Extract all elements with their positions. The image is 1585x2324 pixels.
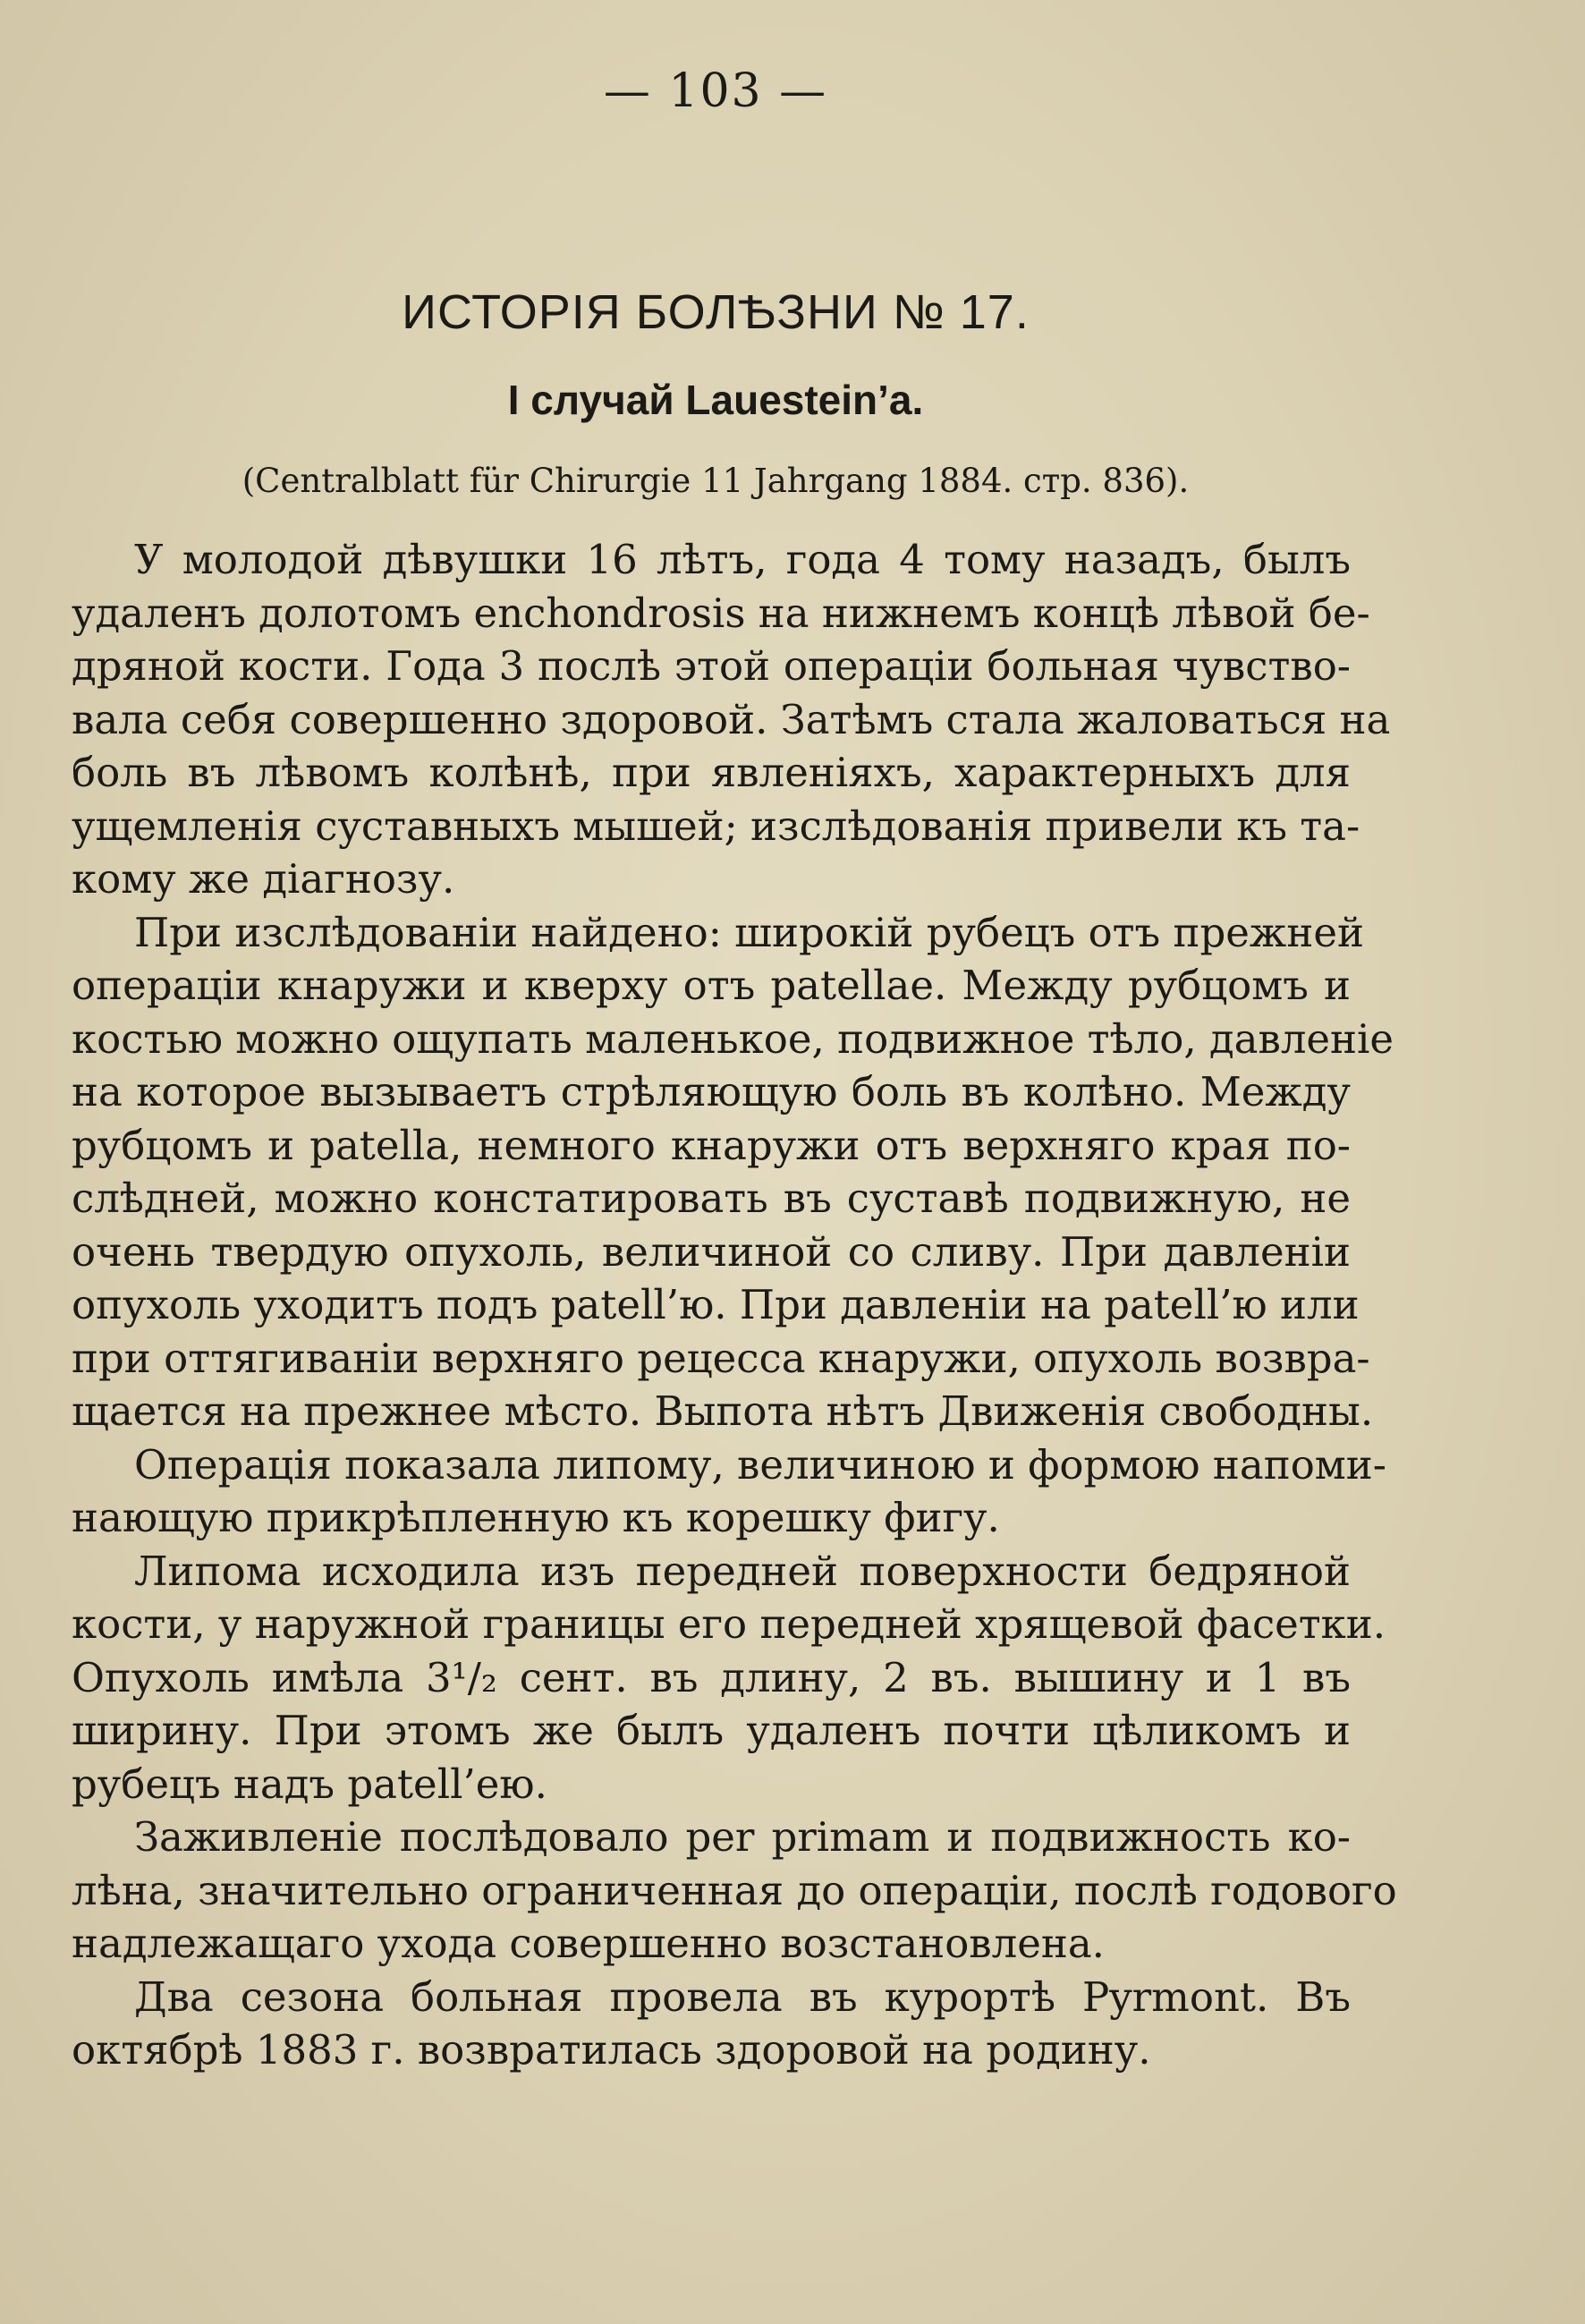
- case-subtitle: I случай Lauestein’a.: [507, 377, 924, 423]
- text-line: кости, у наружной границы его передней хрящевой фасетки.: [72, 1600, 1386, 1648]
- text-line: дряной кости. Года 3 послѣ этой операціи больная чувство-: [72, 642, 1351, 690]
- text-line: слѣдней, можно констатировать въ суставѣ подвижную, не: [72, 1175, 1351, 1222]
- paragraph: [72, 533, 1391, 906]
- paragraph: [72, 1971, 1351, 2077]
- source-citation: (Centralblatt für Chirurgie 11 Jahrgang 1884. стр. 836).: [242, 462, 1190, 500]
- text-line: Опухоль имѣла 3¹/₂ сент. въ длину, 2 въ. вышину и 1 въ: [72, 1653, 1351, 1701]
- text-line: удаленъ долотомъ enchondrosis на нижнемъ концѣ лѣвой бе-: [72, 589, 1370, 637]
- page-number: — 103 —: [603, 64, 828, 118]
- text-line: Заживленіе послѣдовало per primam и подвижность ко-: [134, 1813, 1351, 1861]
- text-line: ширину. При этомъ же былъ удаленъ почти цѣликомъ и: [72, 1707, 1351, 1754]
- text-line: щается на прежнее мѣсто. Выпота нѣтъ Движенія свободны.: [72, 1387, 1374, 1435]
- text-line: кому же діагнозу.: [72, 855, 455, 903]
- body-text: [72, 533, 1397, 2077]
- text-line: октябрѣ 1883 г. возвратилась здоровой на родину.: [72, 2026, 1151, 2074]
- text-line: Операція показала липому, величиною и формою напоми-: [134, 1440, 1387, 1489]
- page-title: ИСТОРІЯ БОЛѢЗНИ № 17.: [402, 285, 1030, 339]
- text-line: рубцомъ и patella, немного кнаружи отъ верхняго края по-: [72, 1121, 1351, 1169]
- text-line: У молодой дѣвушки 16 лѣтъ, года 4 тому назадъ, былъ: [134, 536, 1351, 583]
- text-line: рубецъ надъ patell’ею.: [72, 1760, 547, 1808]
- text-line: при оттягиваніи верхняго рецесса кнаружи, опухоль возвра-: [72, 1334, 1370, 1382]
- text-line: опухоль уходитъ подъ patell’ю. При давленіи на patell’ю или: [72, 1281, 1360, 1328]
- paragraph: [72, 906, 1394, 1438]
- text-line: вала себя совершенно здоровой. Затѣмъ стала жаловаться на: [72, 695, 1391, 743]
- text-line: лѣна, значительно ограниченная до операціи, послѣ годового: [72, 1866, 1397, 1914]
- paragraph: [72, 1438, 1387, 1545]
- paragraph: [72, 1811, 1397, 1971]
- text-line: Липома исходила изъ передней поверхности бедряной: [134, 1547, 1351, 1595]
- text-line: костью можно ощупать маленькое, подвижное тѣло, давленіе: [72, 1014, 1394, 1063]
- text-line: на которое вызываетъ стрѣляющую боль въ колѣно. Между: [72, 1068, 1351, 1115]
- text-line: нающую прикрѣпленную къ корешку фигу.: [72, 1494, 1000, 1541]
- text-line: Два сезона больная провела въ курортѣ Pyrmont. Въ: [134, 1972, 1351, 2021]
- text-line: При изслѣдованіи найдено: широкій рубецъ отъ прежней: [134, 908, 1364, 956]
- text-line: ущемленія суставныхъ мышей; изслѣдованія привели къ та-: [72, 802, 1360, 850]
- text-line: операціи кнаружи и кверху отъ patellae. Между рубцомъ и: [72, 962, 1351, 1009]
- text-line: очень твердую опухоль, величиной со сливу. При давленіи: [72, 1227, 1351, 1276]
- text-line: надлежащаго ухода совершенно возстановлена.: [72, 1920, 1105, 1967]
- text-line: боль въ лѣвомъ колѣнѣ, при явленіяхъ, характерныхъ для: [72, 749, 1351, 796]
- paragraph: [72, 1545, 1386, 1811]
